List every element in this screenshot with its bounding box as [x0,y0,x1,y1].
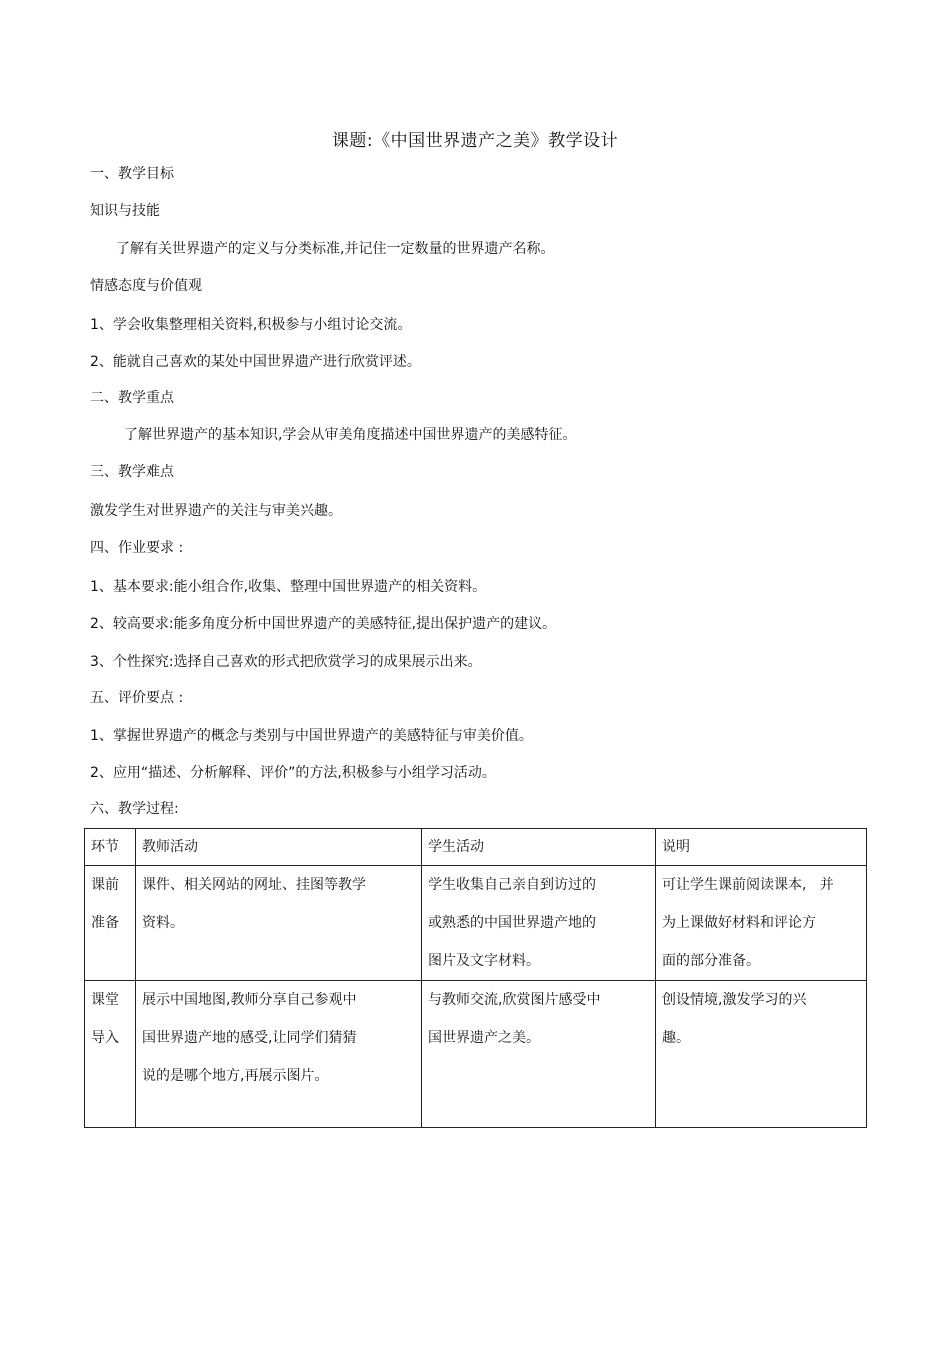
section-heading-process: 六、教学过程: [90,801,179,817]
header-teacher-activity: 教师活动 [136,829,422,866]
student-activity-cell [422,981,656,1128]
table-row [85,981,867,1128]
cell-line: 国世界遗产之美。 [428,1030,540,1046]
cell-line: 创设情境,激发学习的兴 [662,992,807,1008]
cell-line: 国世界遗产地的感受,让同学们猜猜 [142,1030,357,1046]
note-cell [656,866,867,981]
cell-line: 说的是哪个地方,再展示图片。 [142,1068,329,1084]
section-heading-objectives: 一、教学目标 [90,166,174,182]
homework-item-1: 1、基本要求:能小组合作,收集、整理中国世界遗产的相关资料。 [90,579,487,595]
evaluation-item-2: 2、应用“描述、分析解释、评价”的方法,积极参与小组学习活动。 [90,765,496,781]
objective-item-1: 1、学会收集整理相关资料,积极参与小组讨论交流。 [90,317,412,333]
section-heading-difficulties: 三、教学难点 [90,464,174,480]
note-cell [656,981,867,1128]
objective-item-2: 2、能就自己喜欢的某处中国世界遗产进行欣赏评述。 [90,354,421,370]
cell-line: 展示中国地图,教师分享自己参观中 [142,992,357,1008]
cell-line: 或熟悉的中国世界遗产地的 [428,915,596,931]
cell-line: 图片及文字材料。 [428,953,540,969]
key-points-text: 了解世界遗产的基本知识,学会从审美角度描述中国世界遗产的美感特征。 [124,427,577,443]
stage-cell [85,981,136,1128]
cell-line: 课前 [91,877,119,893]
homework-item-2: 2、较高要求:能多角度分析中国世界遗产的美感特征,提出保护遗产的建议。 [90,616,557,632]
evaluation-item-1: 1、掌握世界遗产的概念与类别与中国世界遗产的美感特征与审美价值。 [90,728,533,744]
teacher-activity-cell [136,866,422,981]
homework-item-3: 3、个性探究:选择自己喜欢的形式把欣赏学习的成果展示出来。 [90,654,482,670]
section-heading-homework: 四、作业要求 : [90,540,184,556]
header-stage: 环节 [85,829,136,866]
table-header-row [85,829,867,866]
cell-line: 导入 [91,1030,119,1046]
document-title: 课题:《中国世界遗产之美》教学设计 [331,131,619,151]
cell-line: 趣。 [662,1030,690,1046]
cell-line: 课堂 [91,992,119,1008]
subheading-attitudes-values: 情感态度与价值观 [90,278,202,294]
stage-cell [85,866,136,981]
cell-line: 面的部分准备。 [662,953,760,969]
student-activity-cell [422,866,656,981]
cell-line: 准备 [91,915,119,931]
knowledge-skills-text: 了解有关世界遗产的定义与分类标准,并记住一定数量的世界遗产名称。 [116,241,555,257]
section-heading-evaluation: 五、评价要点 : [90,690,184,706]
cell-line: 与教师交流,欣赏图片感受中 [428,992,601,1008]
teaching-process-table [84,828,867,1128]
table-row [85,866,867,981]
difficulties-text: 激发学生对世界遗产的关注与审美兴趣。 [90,503,342,519]
subheading-knowledge-skills: 知识与技能 [90,203,160,219]
teacher-activity-cell [136,981,422,1128]
cell-line: 课件、相关网站的网址、挂图等教学 [142,877,366,893]
header-student-activity: 学生活动 [422,829,656,866]
header-note: 说明 [656,829,867,866]
cell-line: 学生收集自己亲自到访过的 [428,877,596,893]
cell-line: 为上课做好材料和评论方 [662,915,816,931]
section-heading-key-points: 二、教学重点 [90,390,174,406]
cell-line: 资料。 [142,915,184,931]
cell-line: 可让学生课前阅读课本, 并 [662,877,834,893]
